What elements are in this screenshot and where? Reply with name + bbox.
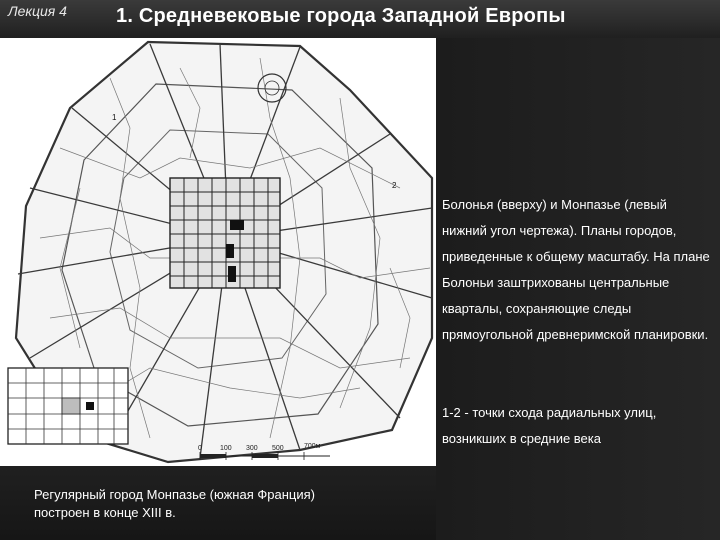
scale-label-100: 100 [220, 445, 232, 452]
scale-label-0: 0 [198, 445, 202, 452]
central-roman-grid [170, 178, 280, 288]
description-text: Болонья (вверху) и Монпазье (левый нижний угол чертежа). Планы городов, приведенные к общему масштабу. На плане Болоньи заштрихованы центральные кварталы, сохраняющие следы прямоугольной древнеримской планировки. [442, 197, 710, 342]
church-block-2 [228, 266, 236, 282]
church-block [226, 244, 234, 258]
slide-title: 1. Средневековые города Западной Европы [116, 5, 566, 27]
bologna-plan-drawing [0, 38, 436, 466]
monpazier-church [86, 402, 94, 410]
scale-label-300: 300 [246, 445, 258, 452]
point-label-1: 1 [112, 113, 117, 122]
scale-label-700: 700м [304, 443, 321, 450]
monpazier-caption: Регулярный город Монпазье (южная Франция) построен в конце XIII в. [34, 487, 315, 520]
header-bar [0, 0, 720, 42]
piazza-block [230, 220, 244, 230]
monpazier-plan [8, 368, 128, 444]
city-plan-map [0, 38, 436, 466]
radial-streets-note: 1-2 - точки схода радиальных улиц, возникших в средние века [442, 405, 657, 446]
monpazier-square [62, 398, 80, 414]
lecture-label: Лекция 4 [8, 3, 67, 19]
scale-label-500: 500 [272, 445, 284, 452]
point-label-2: 2 [392, 181, 397, 190]
